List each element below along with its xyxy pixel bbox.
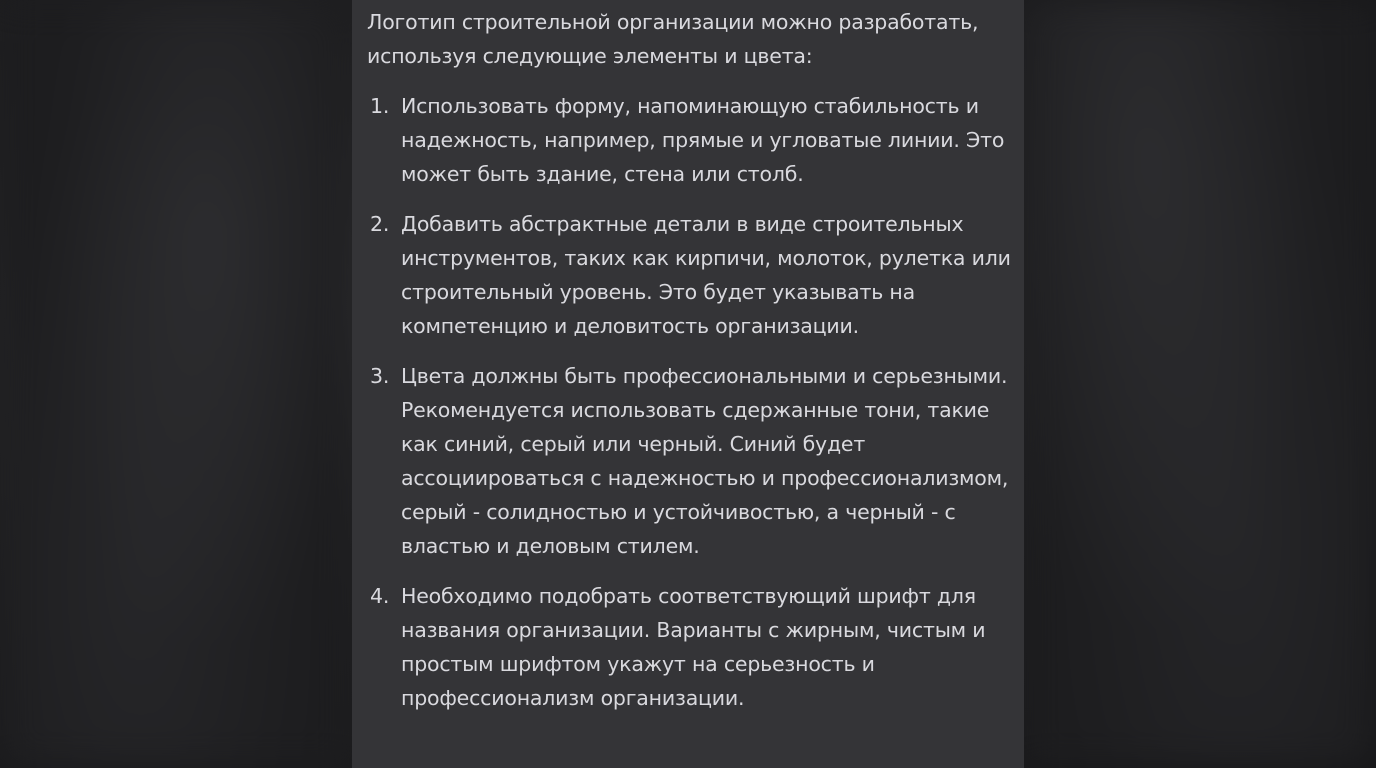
chat-response-panel bbox=[352, 0, 1024, 768]
list-item bbox=[367, 579, 1017, 715]
list-item-text: Цвета должны быть профессиональными и серьезными. Рекомендуется использовать сдержанные тони, такие как синий, серый или черный. Синий будет ассоциироваться с надежностью и профессионализмом, серый - солидностью и устойчивостью, а черный - с властью и деловым стилем. bbox=[401, 364, 1009, 558]
list-item bbox=[367, 207, 1017, 343]
list-item-number: 4. bbox=[370, 584, 390, 608]
blurred-background-right bbox=[1024, 0, 1376, 768]
list-item-number: 3. bbox=[370, 364, 390, 388]
assistant-message bbox=[367, 5, 1017, 731]
list-item-number: 1. bbox=[370, 94, 390, 118]
answer-list bbox=[367, 89, 1017, 715]
list-item-number: 2. bbox=[370, 212, 390, 236]
list-item-text: Добавить абстрактные детали в виде строительных инструментов, таких как кирпичи, молоток, рулетка или строительный уровень. Это будет указывать на компетенцию и деловитость организации. bbox=[401, 212, 1011, 338]
message-intro: Логотип строительной организации можно разработать, используя следующие элементы и цвета: bbox=[367, 10, 979, 68]
list-item bbox=[367, 359, 1017, 563]
list-item bbox=[367, 89, 1017, 191]
list-item-text: Необходимо подобрать соответствующий шрифт для названия организации. Варианты с жирным, чистым и простым шрифтом укажут на серьезность и профессионализм организации. bbox=[401, 584, 986, 710]
list-item-text: Использовать форму, напоминающую стабильность и надежность, например, прямые и угловатые линии. Это может быть здание, стена или столб. bbox=[401, 94, 1005, 186]
blurred-background-left bbox=[0, 0, 352, 768]
